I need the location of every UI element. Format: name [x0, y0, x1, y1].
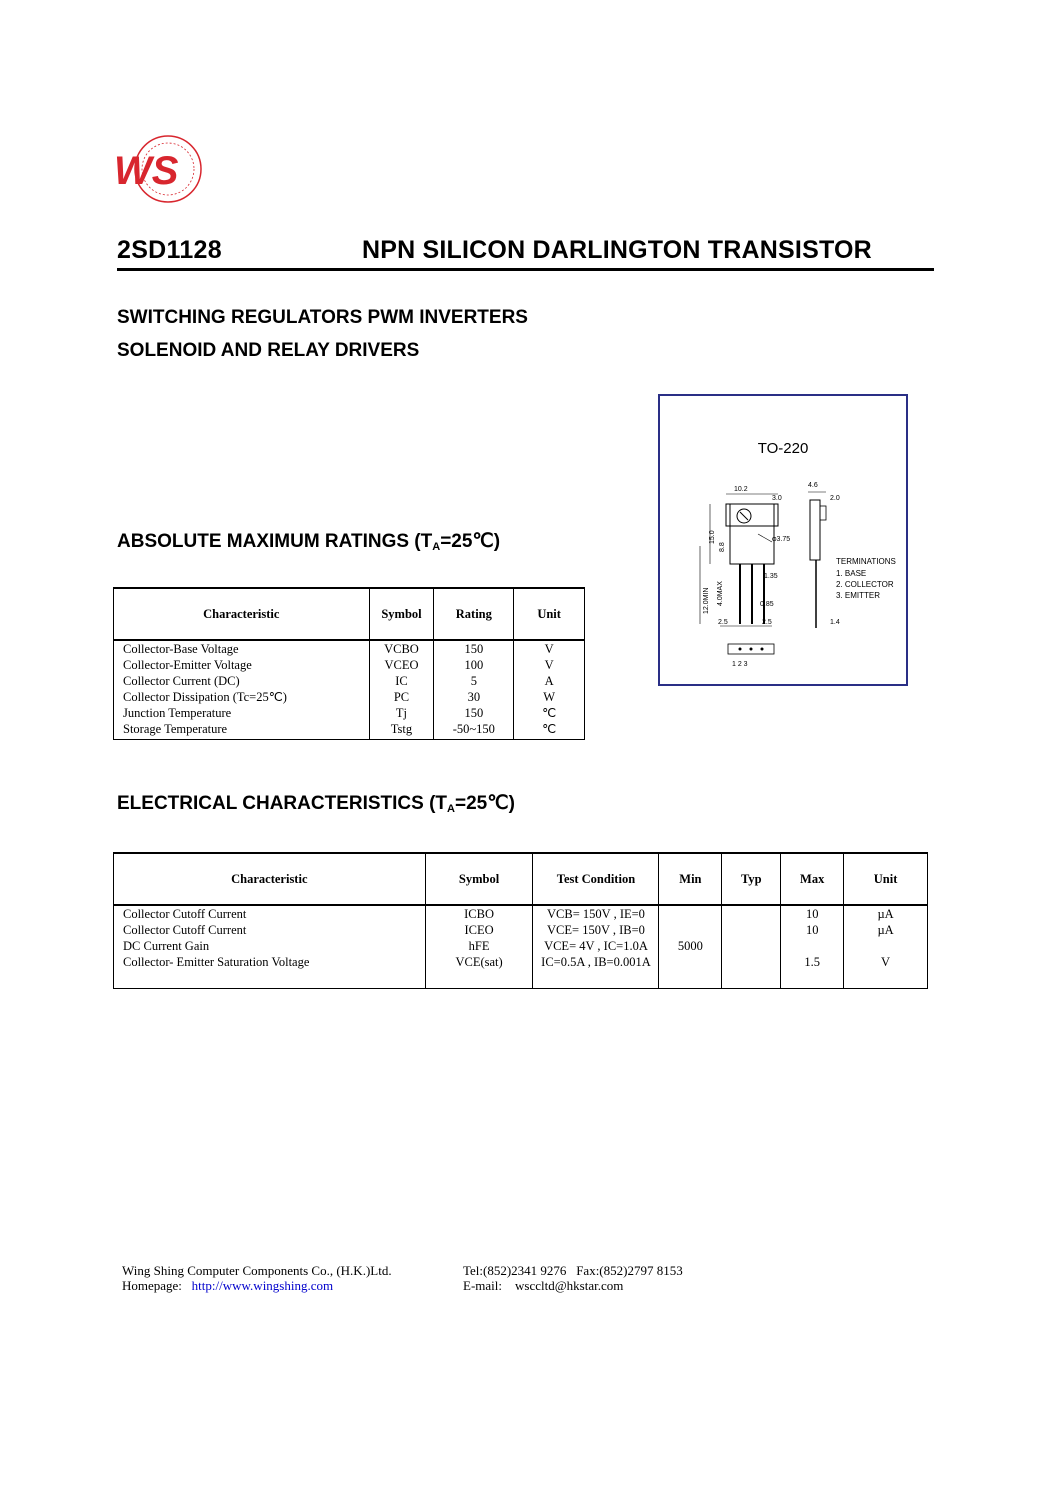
- dim-pitch-left: 2.5: [718, 619, 728, 626]
- dim-lead-len: 12.0MIN: [703, 587, 710, 614]
- dim-d5: 1.35: [764, 573, 778, 580]
- header-rule: [117, 268, 934, 271]
- package-name: TO-220: [757, 440, 809, 457]
- package-outline-box: [658, 394, 908, 686]
- table-row-spacer: [114, 970, 928, 989]
- email-address[interactable]: wsccltd@hkstar.com: [515, 1278, 624, 1293]
- table-row: Collector-Emitter Voltage VCEO 100 V: [114, 657, 585, 673]
- table-row: Collector Current (DC) IC 5 A: [114, 673, 585, 689]
- table-row: Collector Cutoff Current ICBO VCB= 150V , IE=0 10 µA: [114, 905, 928, 922]
- homepage-label: Homepage:: [122, 1278, 182, 1293]
- termination-base: 1. BASE: [836, 569, 867, 578]
- footer-tel: Tel:(852)2341 9276: [463, 1263, 567, 1278]
- part-number: 2SD1128: [117, 236, 222, 264]
- footer-phone: [463, 1263, 683, 1279]
- dim-pitch-right: 2.5: [762, 619, 772, 626]
- dim-d4: 4.0MAX: [717, 581, 724, 606]
- header-min: Min: [659, 853, 722, 905]
- header-symbol: Symbol: [369, 588, 434, 640]
- feature-line-1: SWITCHING REGULATORS PWM INVERTERS: [117, 307, 528, 328]
- header-symbol: Symbol: [425, 853, 533, 905]
- email-label: E-mail:: [463, 1278, 502, 1293]
- feature-line-2: SOLENOID AND RELAY DRIVERS: [117, 340, 420, 361]
- table-row: DC Current Gain hFE VCE= 4V , IC=1.0A 5000: [114, 938, 928, 954]
- table-row: Junction Temperature Tj 150 ℃: [114, 705, 585, 721]
- header-unit: Unit: [514, 588, 585, 640]
- termination-collector: 2. COLLECTOR: [836, 580, 894, 589]
- table-row: Collector Cutoff Current ICEO VCE= 150V , IB=0 10 µA: [114, 922, 928, 938]
- table-row: Collector- Emitter Saturation Voltage VCE(sat) IC=0.5A , IB=0.001A 1.5 V: [114, 954, 928, 970]
- abs-max-table: [113, 587, 585, 740]
- footer-company: Wing Shing Computer Components Co., (H.K.)Ltd.: [122, 1263, 392, 1278]
- dim-h1: 15.0: [709, 530, 716, 544]
- header-unit: Unit: [844, 853, 928, 905]
- device-title: NPN SILICON DARLINGTON TRANSISTOR: [362, 236, 872, 264]
- dim-width: 10.2: [734, 486, 748, 493]
- dim-d1: 4.6: [808, 482, 818, 489]
- electrical-heading: ELECTRICAL CHARACTERISTICS $(T_A=25℃)$: [117, 793, 515, 815]
- header-characteristic: Characteristic: [114, 853, 426, 905]
- header-rating: Rating: [434, 588, 514, 640]
- dim-d2: 2.0: [830, 495, 840, 502]
- header-characteristic: Characteristic: [114, 588, 370, 640]
- company-logo: [112, 132, 208, 206]
- terminations-title: TERMINATIONS: [836, 557, 896, 566]
- table-row: Collector-Base Voltage VCBO 150 V: [114, 640, 585, 657]
- footer-homepage: [122, 1278, 333, 1294]
- table-row: Storage Temperature Tstg -50~150 ℃: [114, 721, 585, 740]
- dim-h2: 8.8: [719, 542, 726, 552]
- electrical-table: [113, 852, 928, 989]
- homepage-link[interactable]: http://www.wingshing.com: [191, 1278, 334, 1293]
- logo-text: WS: [114, 149, 179, 193]
- termination-emitter: 3. EMITTER: [836, 591, 881, 600]
- to220-drawing: [660, 396, 906, 684]
- dim-d6: 0.85: [760, 601, 774, 608]
- pin-numbers: 1 2 3: [732, 661, 748, 668]
- dim-d7: 1.4: [830, 619, 840, 626]
- header-test-condition: Test Condition: [533, 853, 659, 905]
- abs-max-heading: ABSOLUTE MAXIMUM RATINGS $(T_A=25℃)$: [117, 531, 501, 553]
- header-max: Max: [781, 853, 844, 905]
- table-row: Collector Dissipation (Tc=25℃) PC 30 W: [114, 689, 585, 705]
- footer-email: [463, 1278, 623, 1294]
- header-typ: Typ: [722, 853, 781, 905]
- footer-fax: Fax:(852)2797 8153: [576, 1263, 683, 1278]
- dim-hole: φ3.75: [772, 536, 791, 543]
- dim-d3: 3.0: [772, 495, 782, 502]
